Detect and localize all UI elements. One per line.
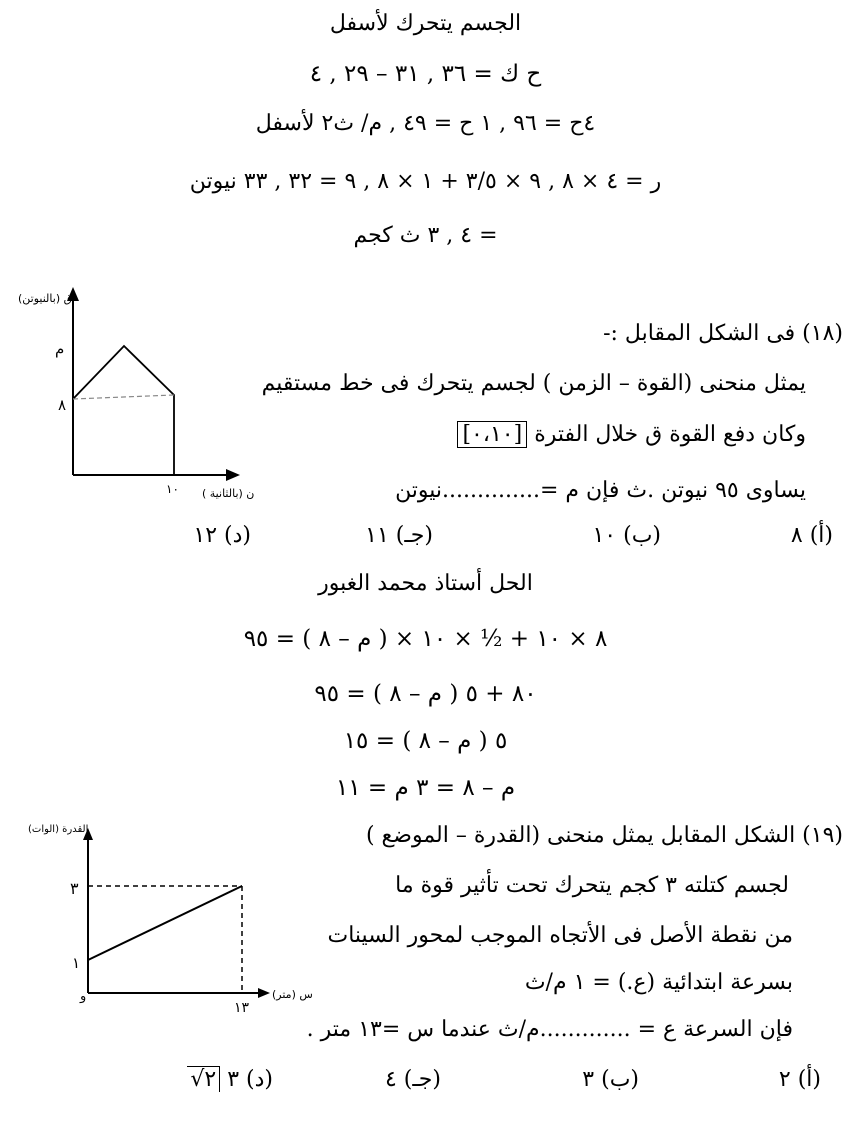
x-axis-label: ن (بالثانية ) [202, 487, 255, 500]
origin-label: و [80, 989, 87, 1004]
q18-option-d[interactable]: (د) ١٢ [193, 523, 251, 548]
force-time-graph [10, 285, 270, 515]
q19-option-d-label: (د) ٣ [227, 1067, 273, 1092]
q19-option-c[interactable]: (جـ) ٤ [384, 1067, 441, 1092]
power-line [88, 886, 242, 960]
top-line-3: ٤ح = ٩٦ , ١ ح = ٤٩ , م/ ث٢ لأسفل [255, 111, 596, 136]
q19-option-a[interactable]: (أ) ٢ [778, 1067, 821, 1092]
y-tick-top: ٣ [70, 879, 79, 898]
y-axis-label: القدرة (الوات) [28, 824, 89, 835]
q18-option-a[interactable]: (أ) ٨ [790, 523, 833, 548]
x-axis-arrow [226, 469, 240, 481]
q18-option-b[interactable]: (ب) ١٠ [592, 523, 661, 548]
y-axis-label: ق (بالنيوتن) [18, 292, 73, 305]
q19-line3: بسرعة ابتدائية (ع.) = ١ م/ث [524, 970, 793, 995]
x-axis-arrow [258, 988, 270, 998]
q18-line1: يمثل منحنى (القوة – الزمن ) لجسم يتحرك فى خط مستقيم [261, 371, 806, 396]
force-curve [73, 346, 174, 475]
y-tick-low: ٨ [58, 396, 67, 414]
q18-step-4: م – ٨ = ٣ م = ١١ [335, 775, 516, 801]
q18-line2-text: وكان دفع القوة ق خلال الفترة [534, 422, 806, 447]
power-position-graph [10, 820, 330, 1020]
q18-step-1: ٨ × ١٠ + ½ × ١٠ × ( م – ٨ ) = ٩٥ [243, 626, 608, 652]
y-tick-low: ١ [72, 954, 81, 972]
q18-step-2: ٨٠ + ٥ ( م – ٨ ) = ٩٥ [314, 681, 537, 707]
q19-option-d[interactable] [187, 1066, 273, 1094]
q19-line2: من نقطة الأصل فى الأتجاه الموجب لمحور السينات [327, 923, 793, 948]
q19-line1: لجسم كتلته ٣ كجم يتحرك تحت تأثير قوة ما [395, 873, 789, 898]
x-axis-label: س (متر) [272, 988, 313, 1001]
x-tick: ١٠ [166, 482, 179, 496]
top-line-5: = ٤ , ٣ ث كجم [353, 223, 498, 248]
q19-option-b[interactable]: (ب) ٣ [582, 1067, 639, 1092]
q19-title: (١٩) الشكل المقابل يمثل منحنى (القدرة – الموضع ) [365, 823, 843, 848]
y-tick-top: م [55, 340, 65, 358]
top-line-1: الجسم يتحرك لأسفل [329, 11, 522, 36]
q18-title: (١٨) فى الشكل المقابل :- [603, 321, 843, 346]
q18-solution-label: الحل أستاذ محمد الغبور [318, 571, 533, 596]
top-line-2: ح ك = ٣٦ , ٣١ – ٢٩ , ٤ [309, 61, 542, 87]
q18-line2 [457, 421, 806, 449]
q18-option-c[interactable]: (جـ) ١١ [365, 523, 433, 548]
top-line-4: ر = ٤ × ٨ , ٩ × ٣/٥ + ١ × ٨ , ٩ = ٣٢ , ٣٣ نيوتن [189, 169, 662, 194]
x-tick: ١٣ [234, 1000, 250, 1016]
q19-line4: فإن السرعة ع = .............م/ث عندما س =١٣ متر . [306, 1017, 793, 1042]
q18-line3: يساوى ٩٥ نيوتن .ث فإن م =..............نيوتن [395, 478, 806, 503]
q18-step-3: ٥ ( م – ٨ ) = ١٥ [343, 728, 508, 754]
q18-interval: [٠،١٠] [457, 421, 527, 448]
q19-option-d-root: ٢√ [187, 1066, 220, 1092]
dashed-baseline [73, 395, 174, 399]
